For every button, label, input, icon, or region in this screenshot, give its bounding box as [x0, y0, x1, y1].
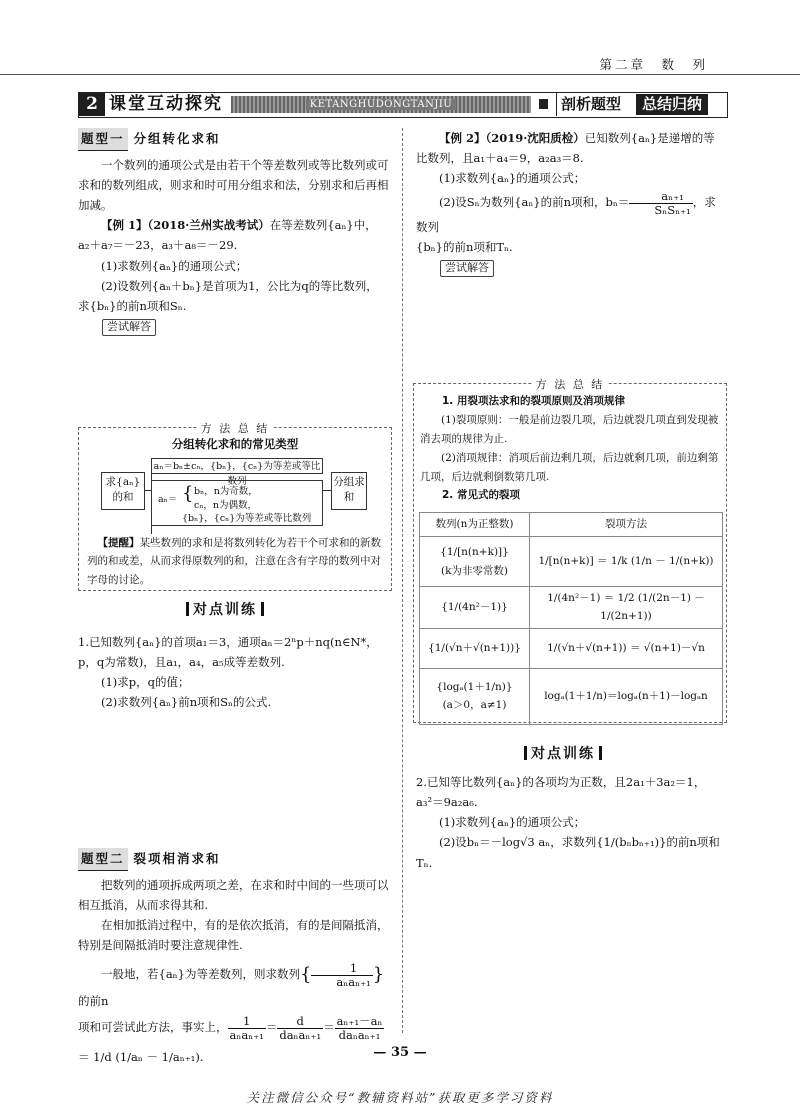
ex2-q2-text: (2)设bₙ＝－log√3 aₙ，求数列	[439, 835, 597, 850]
row2-even: cₙ，n为偶数，	[194, 500, 258, 511]
frac-den: aₙaₙ₊₁	[336, 974, 371, 989]
banner-title: 课堂互动探究	[109, 94, 223, 114]
bar-icon	[261, 602, 264, 616]
example2-text: 已知数列{aₙ}是递增的等	[584, 131, 715, 145]
method2-text	[420, 392, 720, 505]
type2-title: 裂项相消求和	[133, 851, 221, 866]
q2-tail: ，求数列	[416, 195, 716, 234]
r3-method: 1/(√n＋√(n+1)) ＝ √(n+1)－√n	[530, 628, 723, 668]
type1-block	[78, 128, 392, 336]
example2-q2	[416, 190, 726, 236]
exercise1-line1: 1.已知数列{aₙ}的首项a₁＝3，通项aₙ＝2ⁿp＋nq(n∈N*，	[78, 635, 378, 649]
example1-text: 在等差数列{aₙ}中，	[269, 218, 377, 233]
chapter-header: 第二章 数 列	[599, 57, 708, 72]
q2-text: (2)设Sₙ为数列{aₙ}的前n项和，bₙ＝	[439, 195, 630, 210]
method-tip	[87, 534, 385, 589]
training-title-text-2: 对点训练	[531, 746, 595, 762]
training-title-text: 对点训练	[193, 602, 257, 618]
method-caption: 方 法 总 结	[197, 419, 274, 438]
type1-heading	[78, 128, 392, 151]
section-banner	[78, 92, 728, 118]
connector-right	[323, 490, 331, 491]
ex2-q2-tail: 的前n项和Tₙ.	[416, 835, 720, 870]
type2-eq-last: ＝ 1/d (1/aₙ － 1/aₙ₊₁).	[78, 1050, 204, 1065]
eq-num2: d	[277, 1015, 323, 1029]
example1-source: （2018·兰州实战考试）	[147, 218, 270, 233]
row2-cond: {bₙ}，{cₙ}为等差或等比数列	[182, 513, 312, 524]
footer-note: 关注微信公众号“教辅资料站”获取更多学习资料	[246, 1090, 554, 1105]
training-title-left	[182, 598, 268, 623]
method-row2	[151, 480, 323, 526]
table-row	[420, 668, 530, 724]
exercise1-line2: p，q为常数)，且a₁，a₄，a₅成等差数列.	[78, 655, 285, 670]
type2-tag: 题型二	[78, 848, 128, 871]
try-answer-label: 尝试解答	[102, 319, 156, 336]
type2-p1: 把数列的通项拆成两项之差，在求和时中间的一些项可以相互抵消，从而求得其和.	[78, 877, 389, 912]
r4-seq: {logₐ(1＋1/n)}	[436, 680, 513, 693]
method-caption-2: 方 法 总 结	[532, 375, 609, 394]
type2-p2: 在相加抵消过程中，有的是依次抵消，有的是间隔抵消，特别是间隔抵消时要注意规律性.	[78, 918, 389, 953]
tip-label: 【提醒】	[97, 537, 140, 549]
method-title: 分组转化求和的常见类型	[171, 437, 299, 451]
type1-tag: 题型一	[78, 128, 128, 151]
type2-block	[78, 848, 392, 1067]
p3-text: 一般地，若{aₙ}为等差数列，则求数列	[101, 967, 300, 982]
banner-square-icon	[539, 99, 548, 109]
column-divider	[402, 128, 403, 1033]
example2-source: （2019·沈阳质检）	[485, 131, 585, 145]
example1-q2b: 求{bₙ}的前n项和Sₙ.	[78, 298, 187, 313]
banner-pinyin: KETANGHUDONGTANJIU	[306, 99, 456, 110]
example1-q2a: (2)设数列{aₙ＋bₙ}是首项为1，公比为q的等比数列，	[101, 278, 378, 293]
exercise1	[78, 632, 392, 713]
exercise2-q2	[416, 832, 728, 872]
example2-line2: 比数列，且a₁＋a₄＝9，a₂a₃＝8.	[416, 151, 584, 166]
bar-icon	[524, 746, 527, 760]
row2-brace: {	[182, 483, 194, 504]
example1-label: 【例 1】	[101, 218, 148, 233]
q2-num: aₙ₊₁	[629, 190, 692, 204]
exercise2-line1: 2.已知等比数列{aₙ}的各项均为正数，且2a₁＋3a₂＝1，	[416, 775, 706, 789]
r1-seq: {1/[n(n+k)]}	[440, 546, 509, 559]
method2-p1: (1)裂项原则：一般是前边裂几项，后边就裂几项直到发现被消去项的规律为止.	[420, 413, 719, 445]
split-table	[419, 512, 723, 725]
r3-seq: {1/(√n＋√(n+1))}	[420, 628, 530, 668]
example2-head	[416, 128, 726, 148]
table-header-col1: 数列(n为正整数)	[420, 513, 530, 537]
p3c-text: 项和可尝试此方法，事实上，	[78, 1020, 228, 1035]
q2-den: SₙSₙ₊₁	[654, 203, 691, 218]
frac-num: 1	[311, 962, 372, 976]
method-row1: aₙ＝bₙ±cₙ，{bₙ}，{cₙ}为等差或等比数列	[151, 458, 323, 474]
type1-title: 分组转化求和	[133, 131, 221, 146]
example2-label: 【例 2】	[439, 131, 486, 145]
try-answer-label-2: 尝试解答	[440, 260, 494, 277]
r1-note: (k为非零常数)	[440, 564, 509, 577]
example1-condition: a₂＋a₇＝－23，a₃＋a₈＝－29.	[78, 238, 238, 253]
bar-icon	[599, 746, 602, 760]
r4-method: logₐ(1＋1/n)＝logₐ(n＋1)－logₐn	[530, 668, 723, 724]
row2-prefix: aₙ＝	[158, 494, 178, 505]
type2-p3c: 项和可尝试此方法，事实上， $\frac{1}{\text{aₙaₙ₊₁}}$ ＝ $\frac{d}{\text{daₙaₙ₊₁}}$ ＝ $\frac{\text{aₙ₊₁－aₙ}}{\text{daₙaₙ₊₁}}$	[78, 1014, 383, 1042]
exercise2-q1: (1)求数列{aₙ}的通项公式；	[439, 815, 586, 830]
exercise2	[416, 772, 728, 873]
exercise1-q2: (2)求数列{aₙ}前n项和Sₙ的公式.	[101, 695, 272, 710]
banner-number: 2	[79, 93, 105, 116]
table-row	[420, 537, 530, 587]
exercise2-line2: a₃²＝9a₂a₆.	[416, 795, 478, 810]
r1-method: 1/[n(n+k)] ＝ 1/k (1/n － 1/(n+k))	[530, 537, 723, 587]
method2-h2: 2. 常见式的裂项	[442, 489, 520, 502]
type2-p3: 一般地，若{aₙ}为等差数列，则求数列{ $\frac{1}{\text{aₙaₙ₊₁}}$ }的前n	[78, 960, 385, 1008]
example2	[416, 128, 726, 277]
type2-heading	[78, 848, 392, 871]
example2-q2c: {bₙ}的前n项和Tₙ.	[416, 239, 513, 254]
method-right-box: 分组求和	[331, 472, 367, 510]
exercise1-q1: (1)求p，q的值；	[101, 675, 190, 690]
method-summary-box-2	[413, 378, 727, 723]
method2-p2: (2)消项规律：消项后前边剩几项，后边就剩几项，前边剩第几项，后边就剩倒数第几项.	[420, 451, 719, 483]
eq-den3: daₙaₙ₊₁	[338, 1027, 381, 1042]
r2-method: 1/(4n²－1) ＝ 1/2 (1/(2n－1) － 1/(2n+1))	[530, 587, 723, 629]
p3-tail: 的前n	[78, 993, 109, 1008]
example1	[78, 215, 392, 235]
example2-q1: (1)求数列{aₙ}的通项公式；	[439, 171, 586, 186]
training-title-right	[520, 742, 606, 767]
bar-icon	[186, 602, 189, 616]
row2-odd: bₙ，n为奇数，	[194, 486, 258, 497]
banner-pinyin-strip	[231, 96, 531, 113]
eq-den2: daₙaₙ₊₁	[279, 1027, 322, 1042]
example1-q1: (1)求数列{aₙ}的通项公式；	[101, 258, 248, 273]
r4-note: (a＞0，a≠1)	[442, 699, 507, 712]
eq-den1: aₙaₙ₊₁	[229, 1027, 264, 1042]
method2-h1: 1. 用裂项法求和的裂项原则及消项规律	[442, 395, 625, 407]
method-left-box: 求{aₙ}的和	[101, 472, 145, 510]
r2-seq: {1/(4n²－1)}	[420, 587, 530, 629]
type1-intro: 一个数列的通项公式是由若干个等差数列或等比数列或可求和的数列组成，则求和时可用分组求和法，分别求和后再相加减。	[78, 157, 389, 213]
method-summary-box	[78, 422, 392, 591]
table-header-col2: 裂项方法	[530, 513, 723, 537]
header-rule	[0, 74, 800, 75]
tip-text: 某些数列的求和是将数列转化为若干个可求和的新数列的和或差，从而求得原数列的和，注意在含有字母的数列中对字母的讨论。	[87, 537, 381, 586]
page-number: — 35 —	[373, 1045, 427, 1060]
banner-label-summary: 总结归纳	[636, 94, 708, 115]
eq-num3: aₙ₊₁－aₙ	[336, 1014, 383, 1028]
banner-label-analysis: 剖析题型	[556, 93, 621, 116]
ex2-q2-set: {1/(bₙbₙ₊₁)}	[596, 835, 667, 850]
